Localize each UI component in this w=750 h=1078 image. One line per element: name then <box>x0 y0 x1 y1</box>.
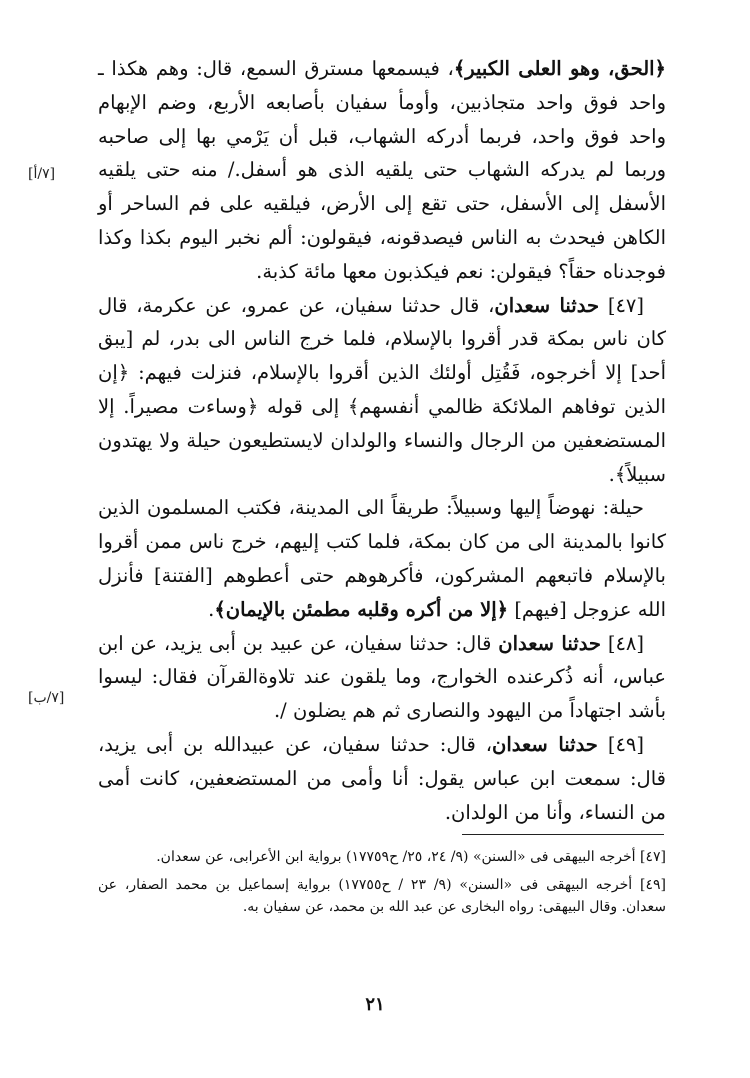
footnote-49: [٤٩] أخرجه البيهقى فى «السنن» (٩/ ٢٣ / ح١٧٧٥٥) برواية إسماعيل بن محمد الصفار، عن سعدان. وقال البيهقى: رواه البخارى عن عبد الله بن محمد، عن سفيان به. <box>98 877 667 915</box>
paragraph-hadith-47 <box>98 289 666 492</box>
paragraph-hadith-49 <box>98 728 666 829</box>
paragraph-1 <box>98 52 666 289</box>
folio-marker-7a: [٧/أ] <box>28 166 56 182</box>
page-number: ٢١ <box>365 994 385 1015</box>
folio-marker-7b: [٧/ب] <box>28 690 65 706</box>
narrator-heading: حدثنا سعدان <box>494 293 600 317</box>
hadith-number: [٤٧] <box>607 293 644 317</box>
hadith-number: [٤٨] <box>607 631 644 655</box>
paragraph-text: حيلة: نهوضاً إليها وسبيلاً: طريقاً الى المدينة، فكتب المسلمون الذين كانوا بالمدينة الى من كان بمكة، فلما كتب إليهم، خرج ناس ممن أقروا بالإسلام فاتبعهم المشركون، فأكرهوهم حتى أعطوهم [الفتنة] فأنزل الله عزوجل [فيهم] <box>98 496 666 621</box>
paragraph-end: . <box>208 597 215 621</box>
narrator-heading: حدثنا سعدان <box>492 732 598 756</box>
paragraph-text: قال: حدثنا سفيان، عن عبيد بن أبى يزيد، عن ابن عباس، أنه ذُكرعنده الخوارج، وما يلقون عند تلاوةالقرآن فقال: ليسوا بأشد اجتهاداً من اليهود والنصارى ثم هم يضلون /. <box>98 631 666 723</box>
footnotes <box>98 846 666 924</box>
quran-quote: ﴿الحق، وهو العلى الكبير﴾ <box>453 57 666 80</box>
paragraph-text: ، قال: حدثنا سفيان، عن عبيدالله بن أبى يزيد، قال: سمعت ابن عباس يقول: أنا وأمى من المستضعفين، كانت أمى من النساء، وأنا من الولدان. <box>98 732 666 824</box>
footnote-47: [٤٧] أخرجه البيهقى فى «السنن» (٩/ ٢٤، ٢٥/ ح١٧٧٥٩) برواية ابن الأعرابى، عن سعدان. <box>156 849 666 865</box>
main-text <box>98 52 666 829</box>
paragraph-commentary <box>98 491 666 626</box>
hadith-number: [٤٩] <box>607 732 644 756</box>
paragraph-text: ، قال حدثنا سفيان، عن عمرو، عن عكرمة، قال كان ناس بمكة قدر أقروا بالإسلام، فلما خرج الناس الى بدر، لم [يبق أحد] إلا أخرجوه، فَقُتِل أولئك الذين أقروا بالإسلام، فنزلت فيهم: ﴿إن الذين توفاهم الملائكة ظالمي أنفسهم﴾ إلى قوله ﴿وساءت مصيراً. إلا المستضعفين من الرجال والنساء والولدان لايستطيعون حيلة ولا يهتدون سبيلاً﴾. <box>98 293 666 486</box>
narrator-heading: حدثنا سعدان <box>498 631 601 655</box>
quran-quote: ﴿إلا من أكره وقلبه مطمئن بالإيمان﴾ <box>214 597 509 621</box>
footnote-divider <box>462 834 664 835</box>
paragraph-hadith-48 <box>98 627 666 728</box>
paragraph-text: ، فيسمعها مسترق السمع، قال: وهم هكذا ـ واحد فوق واحد متجاذبين، وأومأ سفيان بأصابعه الأربع، وضم الإبهام واحد فوق واحد، فربما أدركه الشهاب، قبل أن يَرْمي بها إلى صاحبه وربما لم يدركه الشهاب حتى يلقيه الذى هو أسفل./ منه حتى يلقيه الأسفل إلى الأسفل، حتى تقع إلى الأرض، فيلقيه على فم الساحر أو الكاهن فيحدث به الناس فيصدقونه، فيقولون: ألم نخبر اليوم بكذا وكذا فوجدناه حقاً؟ فيقولن: نعم فيكذبون معها مائة كذبة. <box>98 57 666 283</box>
